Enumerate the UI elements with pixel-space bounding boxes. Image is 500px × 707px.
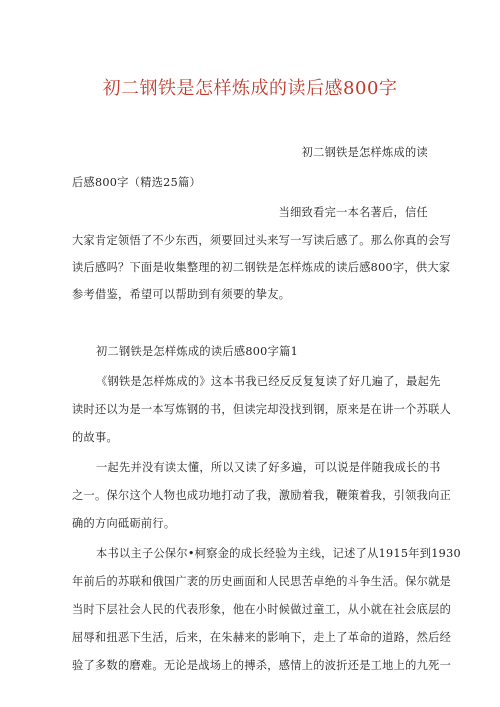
text-line: 当时下层社会人民的代表形象，他在小时候做过童工，从小就在社会底层的	[72, 603, 452, 616]
text-line: 后感800字（精选25篇）	[72, 176, 201, 189]
text-line: 一起先并没有读太懂，所以又读了好多遍，可以说是伴随我成长的书	[96, 461, 441, 474]
text-line: 验了多数的磨难。无论是战场上的搏杀，感情上的波折还是工地上的九死一	[72, 659, 452, 672]
text-line: 屈辱和扭恶下生活，后来，在朱赫来的影响下，走上了革命的道路，然后经	[72, 631, 452, 644]
text-line: 确的方向砥砺前行。	[72, 517, 176, 530]
text-line: 之一。保尔这个人物也成功地打动了我，激励着我，鞭策着我，引领我向正	[72, 489, 452, 502]
text-line: 读时还以为是一本写炼钢的书，但读完却没找到钢，原来是在讲一个苏联人	[72, 403, 452, 416]
text-line: 读后感吗？下面是收集整理的初二钢铁是怎样炼成的读后感800字，供大家	[72, 261, 451, 274]
text-line: 的故事。	[72, 431, 118, 444]
text-line: 当细致看完一本名著后，信任	[278, 206, 428, 219]
text-line: 本书以主子公保尔•柯察金的成长经验为主线，记述了从1915年到1930	[96, 547, 461, 560]
text-line: 《钢铁是怎样炼成的》这本书我已经反反复复读了好几遍了，最起先	[96, 375, 441, 388]
text-line: 参考借鉴，希望可以帮助到有须要的挚友。	[72, 288, 291, 301]
document-title: 初二钢铁是怎样炼成的读后感800字	[102, 78, 398, 99]
text-line: 初二钢铁是怎样炼成的读	[301, 146, 428, 159]
section-heading: 初二钢铁是怎样炼成的读后感800字篇1	[96, 345, 298, 358]
text-line: 年前后的苏联和俄国广袤的历史画面和人民思苦卓绝的斗争生活。保尔就是	[72, 575, 452, 588]
text-line: 大家肯定领悟了不少东西，须要回过头来写一写读后感了。那么你真的会写	[72, 234, 452, 247]
